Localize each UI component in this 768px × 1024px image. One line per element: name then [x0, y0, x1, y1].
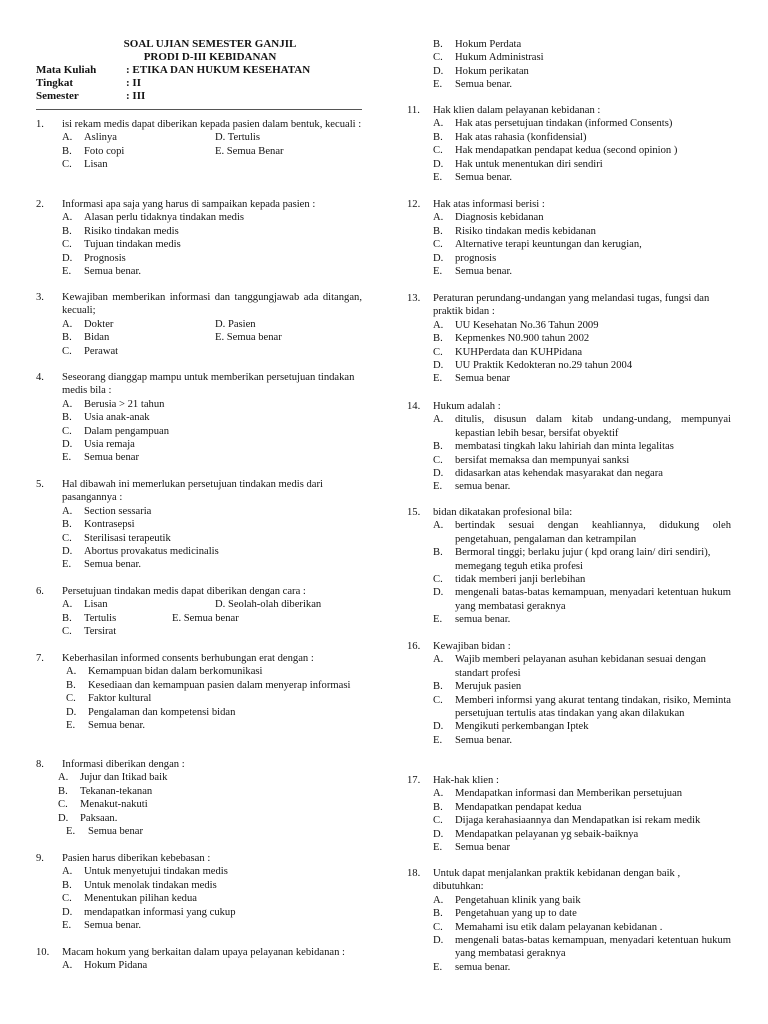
option-letter: A.: [433, 894, 444, 906]
option-text: Alternative terapi keuntungan dan kerugian,: [455, 239, 642, 251]
option-letter: A.: [62, 132, 73, 144]
question-stem: Seseorang dianggap mampu untuk memberikan persetujuan tindakan medis bila :: [62, 372, 355, 397]
option-text: Semua benar.: [84, 266, 142, 278]
meta-level: [36, 77, 362, 90]
exam-header: [36, 38, 362, 103]
option-text: Semua benar.: [455, 266, 513, 278]
option-letter: E.: [62, 920, 72, 932]
option-text: prognosis: [455, 252, 497, 264]
question-stem: Hukum adalah :: [433, 401, 501, 412]
option-letter: D.: [58, 812, 69, 824]
option-text: Faktor kultural: [88, 693, 152, 705]
option-letter: B.: [433, 801, 443, 813]
option-text: Pengetahuan klinik yang baik: [455, 894, 581, 906]
option-text: Kesediaan dan kemampuan pasien dalam menyerap informasi: [88, 679, 351, 691]
question-number: 15.: [407, 507, 421, 518]
option-text: UU Praktik Kedokteran no.29 tahun 2004: [455, 360, 633, 372]
option-letter: E.: [62, 559, 72, 571]
option-letter: E.: [433, 614, 443, 626]
option-letter: A.: [433, 520, 444, 532]
option-text: Bidan: [84, 332, 110, 344]
option-letter: C.: [66, 693, 76, 705]
question-stem: Hak-hak klien :: [433, 775, 499, 786]
option-letter: D.: [433, 721, 444, 733]
option-text: mendapatkan informasi yang cukup: [84, 906, 236, 918]
option-letter: A.: [58, 772, 69, 784]
option-letter: B.: [58, 785, 68, 797]
option-text: Sterilisasi terapeutik: [84, 532, 171, 544]
option-letter: C.: [62, 345, 72, 357]
question-4: [36, 371, 362, 478]
option-letter: B.: [66, 679, 76, 691]
option-text: Semua benar.: [455, 172, 513, 184]
option-letter: E.: [433, 79, 443, 91]
option-text: Semua benar.: [84, 559, 142, 571]
question-number: 9.: [36, 853, 44, 864]
option-letter: D.: [62, 439, 73, 451]
option-letter: C.: [433, 145, 443, 157]
option-letter: B.: [62, 225, 72, 237]
question-number: 12.: [407, 199, 421, 210]
option-text: Hokum perikatan: [455, 65, 529, 77]
question-12: [407, 198, 731, 292]
question-number: 10.: [36, 947, 50, 958]
option-text: Semua benar: [455, 842, 511, 854]
option-text: Mendapatkan pendapat kedua: [455, 801, 582, 813]
option-letter: C.: [62, 893, 72, 905]
question-number: 7.: [36, 653, 44, 664]
option-text: Tujuan tindakan medis: [84, 239, 181, 251]
question-10-continued: [407, 38, 731, 104]
option-text: Section sessaria: [84, 505, 152, 517]
question-8: [36, 758, 362, 852]
option-text: semua benar.: [455, 481, 511, 493]
option-text: Hukum Administrasi: [455, 52, 544, 64]
option-letter: B.: [62, 332, 72, 344]
question-stem: Peraturan perundang-undangan yang melandasi tugas, fungsi dan praktik bidan :: [433, 293, 710, 318]
option-letter: D.: [433, 360, 444, 372]
question-number: 4.: [36, 372, 44, 383]
option-letter: B.: [433, 547, 443, 559]
option-text: Untuk menyetujui tindakan medis: [84, 866, 228, 878]
option-letter: A.: [433, 788, 444, 800]
option-letter: B.: [62, 145, 72, 157]
question-1: [36, 118, 362, 198]
question-stem: Pasien harus diberikan kebebasan :: [62, 853, 211, 864]
option-letter: B.: [62, 519, 72, 531]
option-letter: A.: [433, 654, 444, 666]
option-letter: A.: [62, 398, 73, 410]
question-stem: Kewajiban bidan :: [433, 641, 511, 652]
option-text: Bermoral tinggi; berlaku jujur ( kpd orang lain/ diri sendiri), memegang teguh etika profesi: [455, 547, 711, 572]
option-letter: E.: [433, 842, 443, 854]
question-stem: bidan dikatakan profesional bila:: [433, 507, 573, 518]
question-number: 1.: [36, 119, 44, 130]
option-text: Hak atas rahasia (konfidensial): [455, 131, 587, 143]
option-text: D. Tertulis: [215, 132, 260, 144]
option-letter: C.: [433, 921, 443, 933]
option-letter: B.: [433, 441, 443, 453]
option-text: Wajib memberi pelayanan asuhan kebidanan sesuai dengan standart profesi: [455, 654, 706, 679]
option-letter: C.: [433, 454, 443, 466]
option-letter: C.: [433, 52, 443, 64]
option-letter: E.: [433, 266, 443, 278]
meta-key: Semester: [36, 90, 79, 102]
question-stem: Macam hokum yang berkaitan dalam upaya pelayanan kebidanan :: [62, 947, 345, 958]
option-text: mengenali batas-batas kemampuan, menyadari ketentuan hukum yang membatasi geraknya: [455, 935, 731, 960]
option-letter: E.: [66, 826, 76, 838]
option-text: Kemampuan bidan dalam berkomunikasi: [88, 666, 263, 678]
option-letter: C.: [433, 815, 443, 827]
option-text: bersifat memaksa dan mempunyai sanksi: [455, 454, 630, 466]
option-text: Semua benar.: [84, 920, 142, 932]
option-letter: A.: [433, 319, 444, 331]
option-text: Merujuk pasien: [455, 681, 522, 693]
option-letter: A.: [62, 599, 73, 611]
option-letter: E.: [66, 720, 76, 732]
option-letter: A.: [433, 118, 444, 130]
option-letter: B.: [433, 39, 443, 50]
option-letter: B.: [433, 225, 443, 237]
option-text: Hak mendapatkan pendapat kedua (second opinion ): [455, 145, 678, 157]
option-text: Tekanan-tekanan: [80, 785, 153, 797]
option-text: Semua benar: [88, 826, 144, 838]
option-letter: B.: [433, 908, 443, 920]
option-letter: E.: [433, 172, 443, 184]
option-text: ditulis, disusun dalam kitab undang-undang, mempunyai kepastian lebih besar, bersifat obyektif: [455, 414, 731, 439]
question-number: 3.: [36, 292, 44, 303]
option-letter: C.: [62, 425, 72, 437]
option-letter: C.: [433, 694, 443, 706]
option-text: mengenali batas-batas kemampuan, menyadari ketentuan hukum yang membatasi geraknya: [455, 587, 731, 612]
option-text: Mendapatkan pelayanan yg sebaik-baiknya: [455, 828, 639, 840]
option-text: Tersirat: [84, 626, 117, 638]
question-number: 14.: [407, 401, 421, 412]
option-text: Alasan perlu tidaknya tindakan medis: [84, 212, 245, 224]
option-text: Semua benar.: [455, 79, 513, 91]
option-letter: E.: [62, 266, 72, 278]
option-letter: B.: [62, 412, 72, 424]
option-letter: C.: [433, 239, 443, 251]
option-text: Risiko tindakan medis: [84, 225, 179, 237]
question-stem: Kewajiban memberikan informasi dan tanggungjawab ada ditangan, kecuali;: [62, 292, 362, 317]
exam-subtitle: PRODI D-III KEBIDANAN: [143, 51, 277, 63]
option-text: E. Semua Benar: [215, 145, 284, 157]
option-text: Berusia > 21 tahun: [84, 398, 165, 410]
option-letter: D.: [433, 828, 444, 840]
question-stem: Hak atas informasi berisi :: [433, 199, 545, 210]
option-letter: D.: [62, 546, 73, 558]
option-text: Menakut-nakuti: [80, 799, 148, 811]
option-text: Hokum Perdata: [455, 39, 522, 50]
question-number: 17.: [407, 775, 421, 786]
option-letter: C.: [62, 239, 72, 251]
option-text: Paksaan.: [80, 812, 118, 824]
option-text: bertindak sesuai dengan keahliannya, didukung oleh pengetahuan, pengalaman dan ketrampilan: [455, 520, 731, 545]
question-stem: Untuk dapat menjalankan praktik kebidanan dengan baik , dibutuhkan:: [433, 868, 681, 893]
question-7: [36, 652, 362, 758]
option-letter: A.: [62, 505, 73, 517]
option-letter: D.: [433, 65, 444, 77]
meta-value: : III: [126, 90, 146, 102]
question-6: [36, 585, 362, 652]
option-letter: A.: [62, 960, 73, 972]
option-text: Mendapatkan informasi dan Memberikan persetujuan: [455, 788, 683, 800]
option-letter: E.: [433, 373, 443, 385]
question-stem: Hak klien dalam pelayanan kebidanan :: [433, 105, 601, 116]
question-stem: Hal dibawah ini memerlukan persetujuan tindakan medis dari pasangannya :: [62, 479, 323, 504]
meta-key: Tingkat: [36, 77, 74, 89]
question-10: [36, 946, 362, 973]
option-letter: D.: [433, 935, 444, 947]
option-letter: C.: [433, 574, 443, 586]
question-11: [407, 104, 731, 198]
option-text: membatasi tingkah laku lahiriah dan minta legalitas: [455, 441, 674, 453]
option-text: Aslinya: [84, 132, 117, 144]
option-letter: D.: [62, 252, 73, 264]
question-number: 8.: [36, 759, 44, 770]
option-text: Hak atas persetujuan tindakan (informed Consents): [455, 118, 673, 130]
option-letter: B.: [62, 879, 72, 891]
option-text: D. Seolah-olah diberikan: [215, 599, 322, 611]
option-text: Semua benar.: [455, 734, 513, 746]
option-text: semua benar.: [455, 961, 511, 973]
option-letter: C.: [433, 346, 443, 358]
option-text: Perawat: [84, 345, 119, 357]
option-text: Prognosis: [84, 252, 126, 264]
option-letter: E.: [62, 452, 72, 464]
question-number: 5.: [36, 479, 44, 490]
option-text: D. Pasien: [215, 318, 256, 330]
option-text: Semua benar.: [88, 720, 146, 732]
option-text: KUHPerdata dan KUHPidana: [455, 346, 583, 358]
option-text: Kontrasepsi: [84, 519, 135, 531]
option-text: E. Semua benar: [172, 612, 239, 624]
option-text: Jujur dan Itikad baik: [80, 772, 168, 784]
question-number: 18.: [407, 868, 421, 879]
option-letter: A.: [433, 212, 444, 224]
option-letter: C.: [62, 532, 72, 544]
option-letter: D.: [433, 252, 444, 264]
option-text: Hokum Pidana: [84, 960, 148, 972]
option-text: Memberi informsi yang akurat tentang tindakan, risiko, Meminta persetujuan tertulis atas tindakan yang akan dilakukan: [455, 694, 731, 720]
meta-value: : ETIKA DAN HUKUM KESEHATAN: [126, 64, 311, 76]
option-letter: C.: [58, 799, 68, 811]
question-9: [36, 852, 362, 946]
option-text: Risiko tindakan medis kebidanan: [455, 225, 596, 237]
option-letter: A.: [62, 318, 73, 330]
option-text: tidak memberi janji berlebihan: [455, 574, 586, 586]
question-stem: Keberhasilan informed consents berhubungan erat dengan :: [62, 653, 314, 664]
option-text: Dalam pengampuan: [84, 425, 170, 437]
option-letter: D.: [433, 468, 444, 480]
option-text: didasarkan atas kehendak masyarakat dan negara: [455, 468, 663, 480]
question-stem: Persetujuan tindakan medis dapat diberikan dengan cara :: [62, 586, 306, 597]
option-text: Dokter: [84, 318, 114, 330]
option-text: Kepmenkes N0.900 tahun 2002: [455, 333, 590, 345]
option-text: Memahami isu etik dalam pelayanan kebidanan .: [455, 921, 663, 933]
option-text: Semua benar: [455, 373, 511, 385]
option-text: Usia anak-anak: [84, 412, 150, 424]
question-3: [36, 291, 362, 371]
option-letter: D.: [66, 706, 77, 718]
meta-value: : II: [126, 77, 141, 89]
option-letter: A.: [62, 866, 73, 878]
option-letter: A.: [66, 666, 77, 678]
question-number: 16.: [407, 641, 421, 652]
question-14: [407, 400, 731, 506]
meta-key: Mata Kuliah: [36, 64, 97, 76]
question-stem: Informasi apa saja yang harus di sampaikan kepada pasien :: [62, 199, 316, 210]
option-text: Semua benar: [84, 452, 140, 464]
option-text: Diagnosis kebidanan: [455, 212, 544, 224]
question-15: [407, 506, 731, 640]
question-number: 13.: [407, 293, 421, 304]
meta-course: [36, 64, 362, 77]
option-letter: E.: [433, 481, 443, 493]
question-18: [407, 867, 731, 974]
left-column: [36, 118, 362, 973]
option-text: Hak untuk menentukan diri sendiri: [455, 158, 603, 170]
question-number: 11.: [407, 105, 420, 116]
exam-title: SOAL UJIAN SEMESTER GANJIL: [123, 38, 297, 50]
option-letter: D.: [433, 158, 444, 170]
option-text: E. Semua benar: [215, 332, 282, 344]
option-text: Abortus provakatus medicinalis: [84, 546, 219, 558]
question-13: [407, 292, 731, 400]
option-letter: D.: [433, 587, 444, 599]
option-letter: A.: [433, 414, 444, 426]
option-text: Dijaga kerahasiaannya dan Mendapatkan isi rekam medik: [455, 815, 701, 827]
option-text: Pengalaman dan kompetensi bidan: [88, 706, 236, 718]
option-text: Foto copi: [84, 145, 125, 157]
option-text: Mengikuti perkembangan Iptek: [455, 721, 589, 733]
option-letter: B.: [433, 681, 443, 693]
question-16: [407, 640, 731, 774]
option-text: Usia remaja: [84, 439, 135, 451]
question-stem: Informasi diberikan dengan :: [62, 759, 185, 770]
option-letter: B.: [62, 612, 72, 624]
question-number: 6.: [36, 586, 44, 597]
meta-semester: [36, 90, 362, 103]
header-divider: [36, 109, 362, 110]
option-text: Lisan: [84, 159, 108, 171]
question-17: [407, 774, 731, 867]
question-stem: isi rekam medis dapat diberikan kepada pasien dalam bentuk, kecuali :: [62, 119, 362, 130]
option-letter: A.: [62, 212, 73, 224]
right-column: [407, 38, 731, 974]
question-number: 2.: [36, 199, 44, 210]
question-5: [36, 478, 362, 585]
option-text: Untuk menolak tindakan medis: [84, 879, 217, 891]
option-text: Menentukan pilihan kedua: [84, 893, 197, 905]
option-text: Pengetahuan yang up to date: [455, 908, 577, 920]
option-text: Tertulis: [84, 612, 117, 624]
option-letter: C.: [62, 159, 72, 171]
question-2: [36, 198, 362, 291]
option-letter: D.: [62, 906, 73, 918]
option-letter: B.: [433, 131, 443, 143]
option-letter: B.: [433, 333, 443, 345]
option-letter: E.: [433, 734, 443, 746]
option-text: Lisan: [84, 599, 108, 611]
option-letter: E.: [433, 961, 443, 973]
option-letter: C.: [62, 626, 72, 638]
option-text: semua benar.: [455, 614, 511, 626]
option-text: UU Kesehatan No.36 Tahun 2009: [455, 319, 599, 331]
